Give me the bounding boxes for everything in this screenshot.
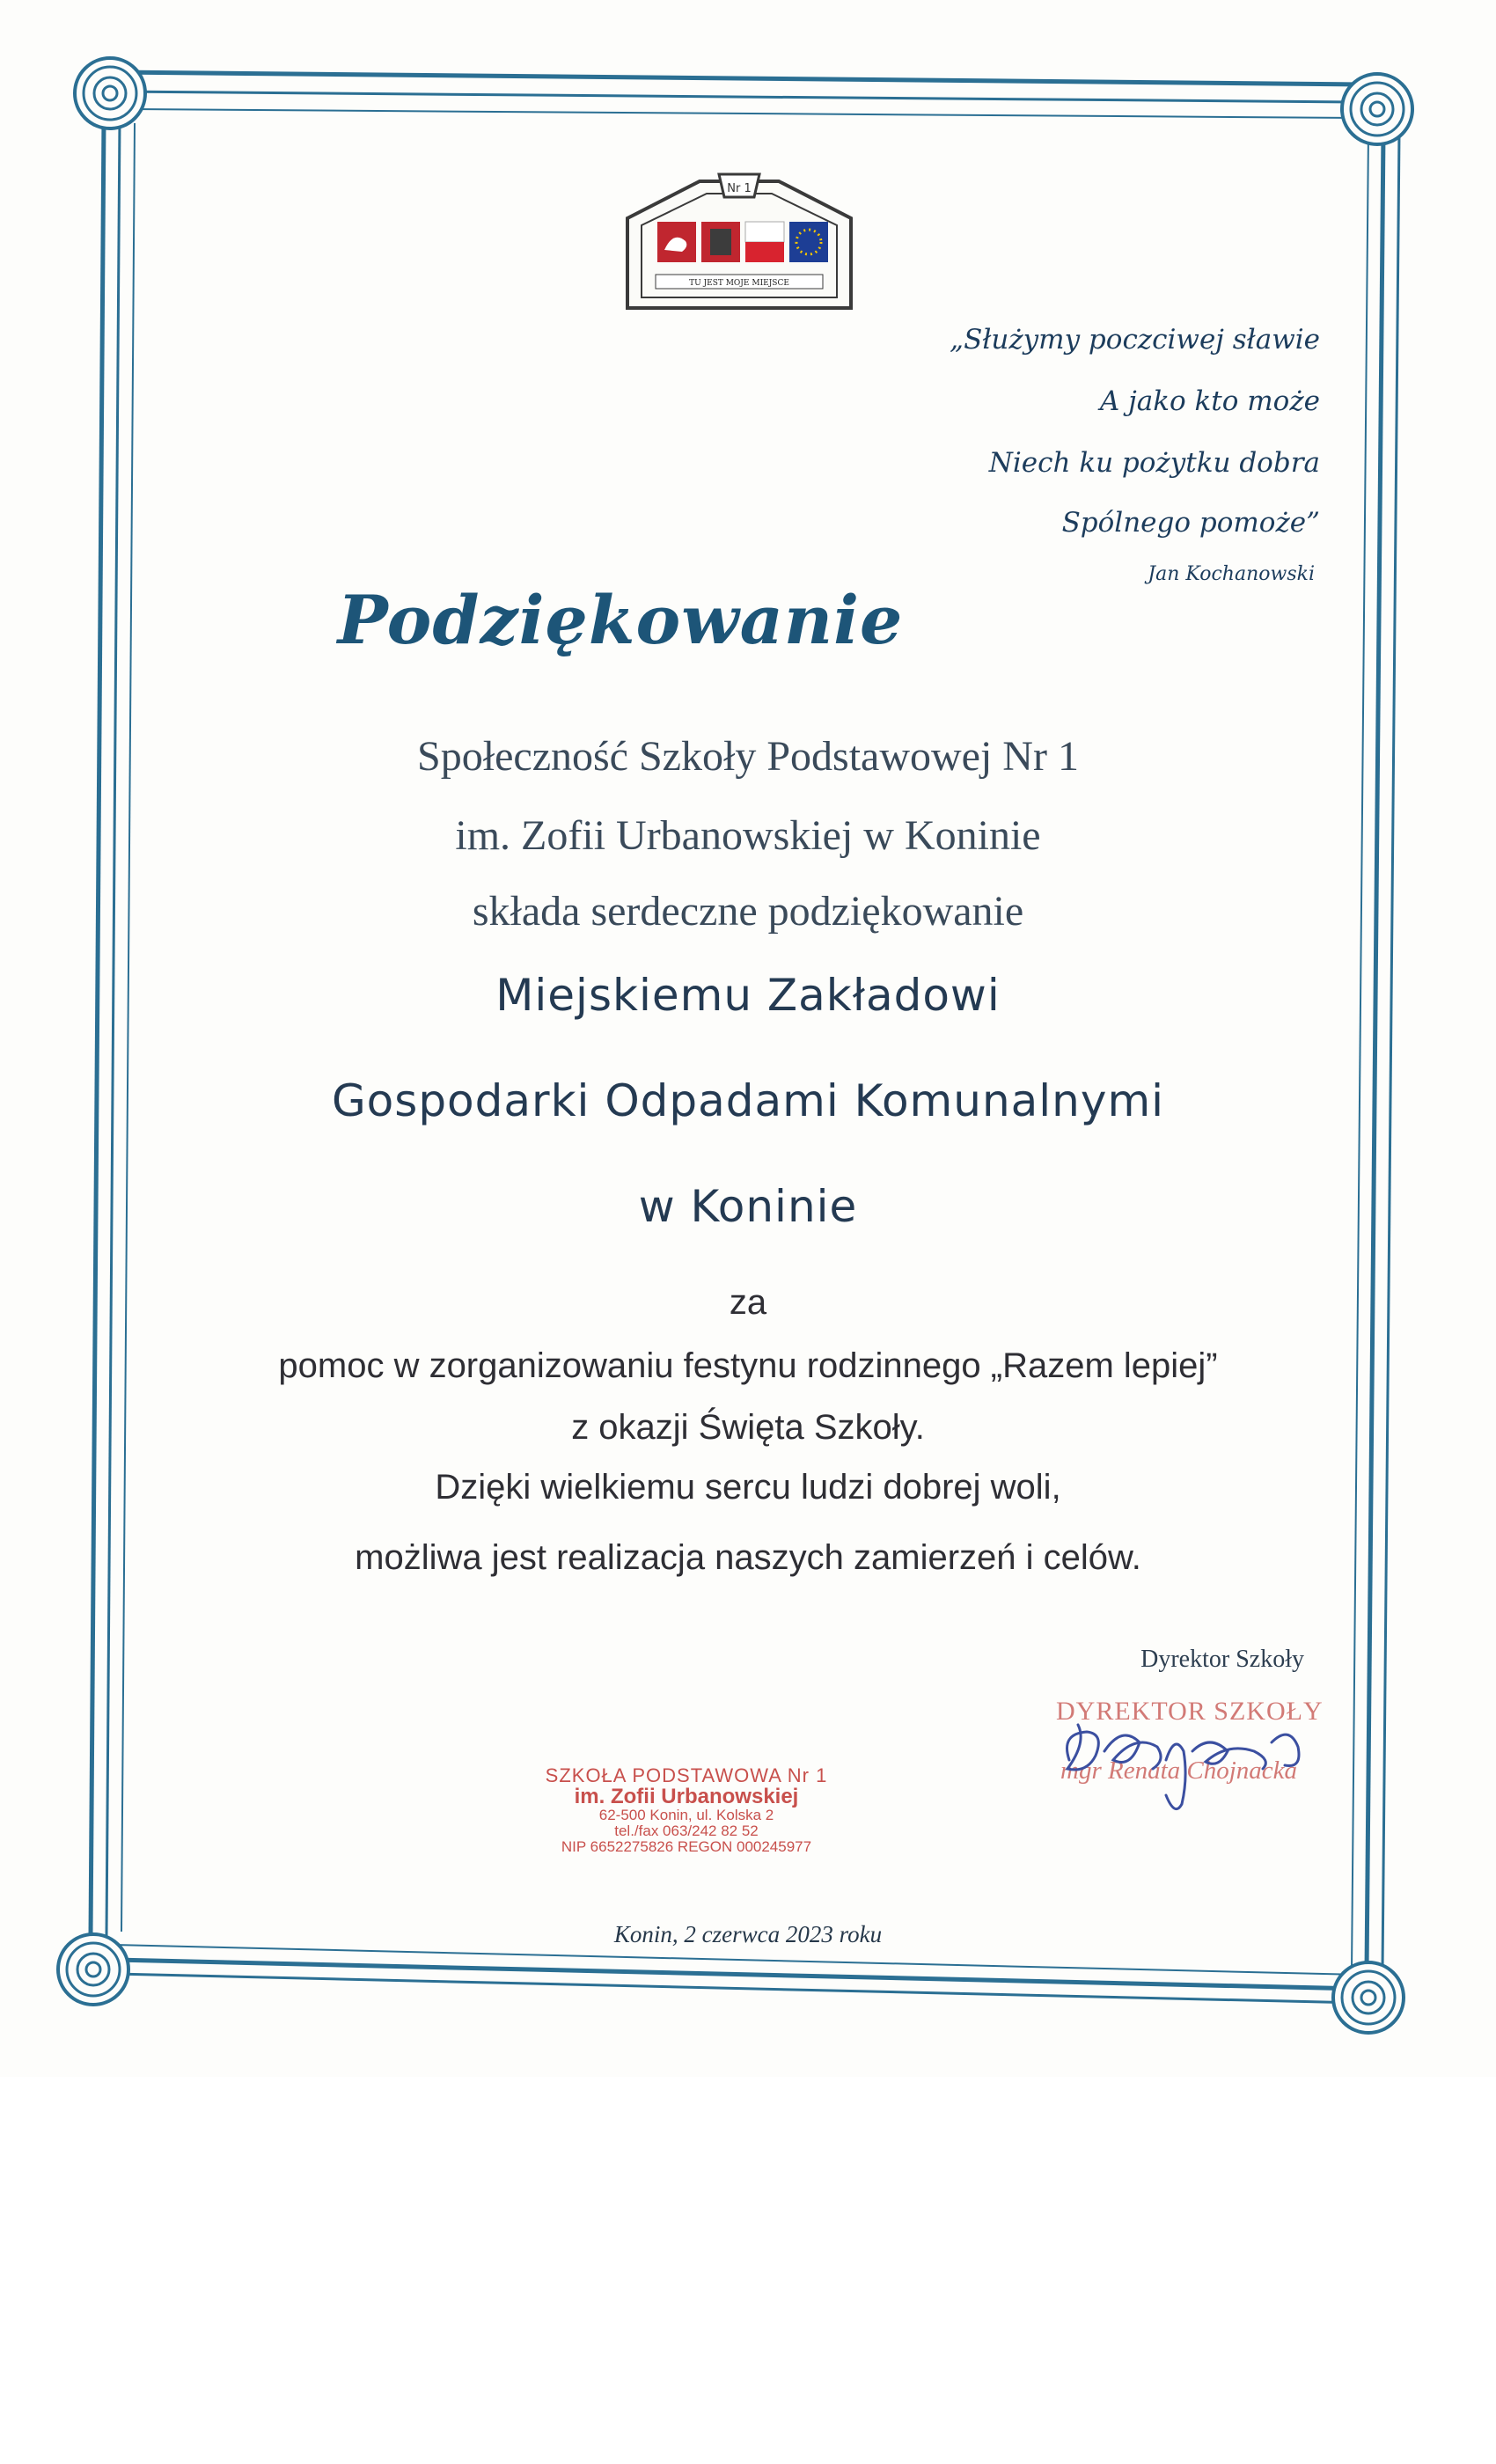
intro-line: im. Zofii Urbanowskiej w Koninie [455,812,1041,859]
quote-author: Jan Kochanowski [1148,563,1315,585]
body-line: możliwa jest realizacja naszych zamierzeń i celów. [355,1538,1141,1577]
svg-text:Nr 1: Nr 1 [727,182,752,195]
recipient-line: w Koninie [638,1181,858,1232]
corner-rosette-top-left [75,58,145,128]
recipient-line: Miejskiemu Zakładowi [495,970,1001,1021]
issue-date [0,1921,1496,1948]
quote-line: Niech ku pożytku dobra [988,447,1320,479]
school-logo [620,165,858,315]
stamp-line: tel./fax 063/242 82 52 [614,1822,759,1840]
stamp-line: SZKOŁA PODSTAWOWA Nr 1 [545,1764,828,1786]
quote-line: Spólnego pomoże” [1061,507,1320,539]
signature-title: Dyrektor Szkoły [1140,1646,1304,1673]
recipient-line: Gospodarki Odpadami Komunalnymi [331,1075,1165,1126]
intro-line: składa serdeczne podziękowanie [472,888,1024,935]
handwritten-signature [1052,1707,1333,1822]
quote-line: „Służymy poczciwej sławie [950,324,1320,356]
body-za: za [729,1283,767,1322]
intro-line: Społeczność Szkoły Podstawowej Nr 1 [417,733,1079,780]
stamp-line: 62-500 Konin, ul. Kolska 2 [598,1807,774,1824]
body-line: pomoc w zorganizowaniu festynu rodzinnego „Razem lepiej” [278,1346,1218,1385]
stamp-line: NIP 6652275826 REGON 000245977 [561,1837,812,1855]
corner-rosette-bottom-right [1333,1962,1404,2033]
stamp-line: im. Zofii Urbanowskiej [574,1785,799,1809]
date-text: Konin, 2 czerwca 2023 roku [613,1921,883,1947]
director-stamp-name: mgr Renata Chojnacka [1060,1756,1298,1785]
school-stamp [493,1765,880,1855]
body-line: z okazji Święta Szkoły. [571,1408,925,1447]
corner-rosette-top-right [1342,74,1412,144]
svg-text:TU JEST MOJE MIEJSCE: TU JEST MOJE MIEJSCE [689,279,789,288]
certificate-heading [0,581,1492,659]
quote-line: A jako kto może [1099,385,1320,417]
body-line: Dzięki wielkiemu sercu ludzi dobrej woli, [435,1468,1061,1507]
director-stamp-title: DYREKTOR SZKOŁY [1056,1697,1324,1726]
heading-text: Podziękowanie [337,581,904,659]
